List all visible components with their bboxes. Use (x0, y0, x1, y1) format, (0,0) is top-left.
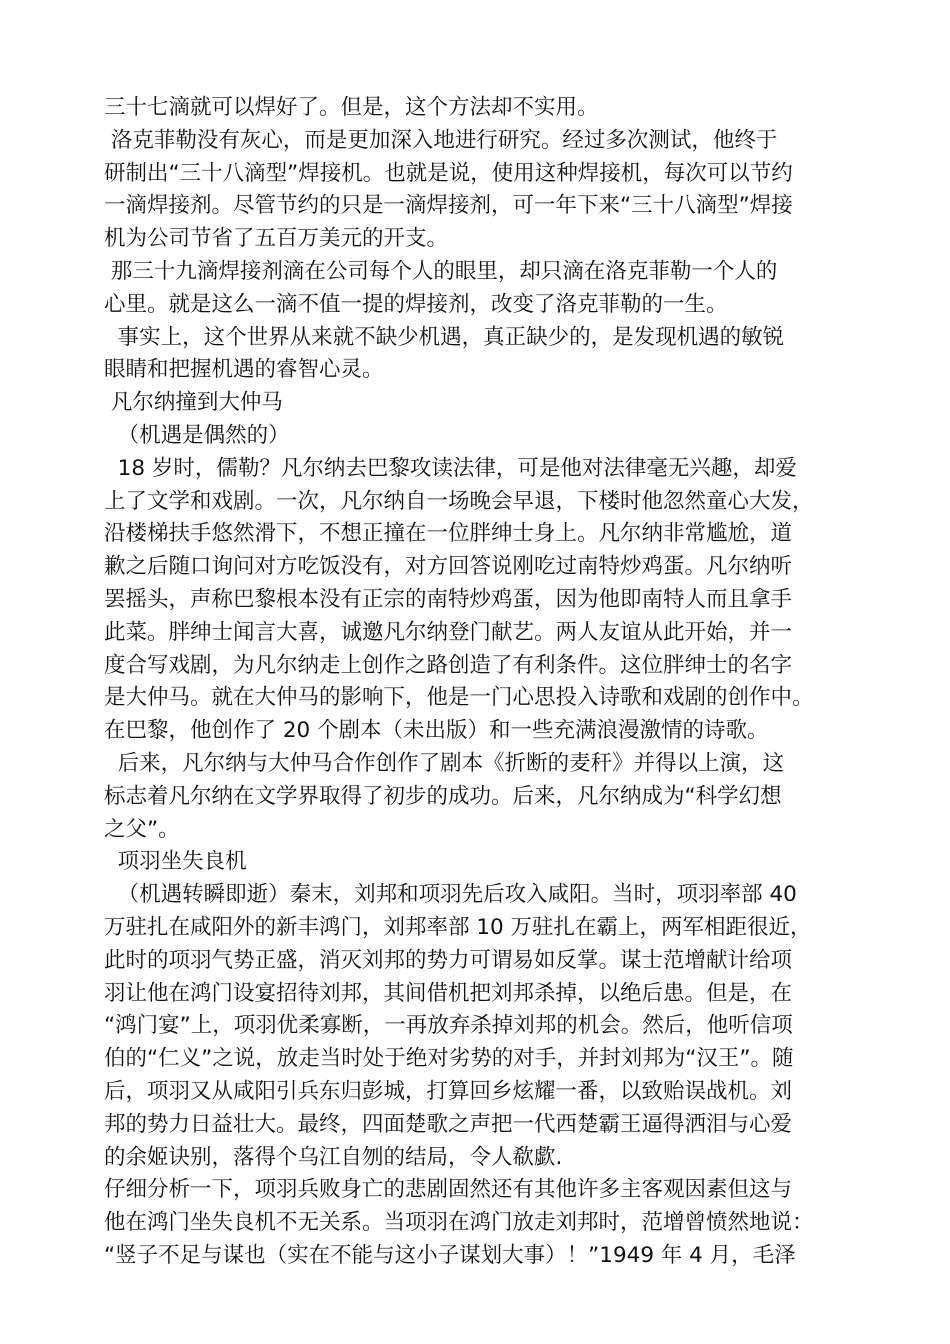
section-subheading: （机遇是偶然的） (104, 422, 290, 448)
text-line: 此时的项羽气势正盛，消灭刘邦的势力可谓易如反掌。谋士范增献计给项 (104, 947, 793, 973)
text-line: 此菜。胖绅士闻言大喜，诚邀凡尔纳登门献艺。两人友谊从此开始，并一 (104, 619, 793, 645)
text-line: 事实上，这个世界从来就不缺少机遇，真正缺少的，是发现机遇的敏锐 (104, 324, 785, 350)
section-heading: 项羽坐失良机 (104, 849, 247, 875)
text-line: 他在鸿门坐失良机不无关系。当项羽在鸿门放走刘邦时，范增曾愤然地说： (104, 1210, 814, 1236)
text-line: 那三十九滴焊接剂滴在公司每个人的眼里，却只滴在洛克菲勒一个人的 (104, 258, 778, 284)
text-line: 仔细分析一下，项羽兵败身亡的悲剧固然还有其他许多主客观因素但这与 (104, 1177, 793, 1203)
text-line: 研制出“三十八滴型”焊接机。也就是说，使用这种焊接机，每次可以节约 (104, 160, 793, 186)
text-line: 羽让他在鸿门设宴招待刘邦，其间借机把刘邦杀掉，以绝后患。但是，在 (104, 980, 793, 1006)
text-line: 度合写戏剧，为凡尔纳走上创作之路创造了有利条件。这位胖绅士的名字 (104, 652, 793, 678)
text-line: （机遇转瞬即逝）秦末，刘邦和项羽先后攻入咸阳。当时，项羽率部 40 (104, 882, 797, 908)
text-line: 的余姬诀别，落得个乌江自刎的结局，令人欷歔. (104, 1144, 563, 1170)
text-line: 三十七滴就可以焊好了。但是，这个方法却不实用。 (104, 95, 599, 120)
text-line: “竖子不足与谋也（实在不能与这小子谋划大事）！”1949 年 4 月，毛泽 (104, 1242, 796, 1268)
text-line: 后来，凡尔纳与大仲马合作创作了剧本《折断的麦秆》并得以上演，这 (104, 750, 785, 776)
text-line: 18 岁时，儒勒？凡尔纳去巴黎攻读法律，可是他对法律毫无兴趣，却爱 (104, 455, 797, 481)
text-line: 后，项羽又从咸阳引兵东归彭城，打算回乡炫耀一番，以致贻误战机。刘 (104, 1078, 793, 1104)
text-line: 上了文学和戏剧。一次，凡尔纳自一场晚会早退，下楼时他忽然童心大发， (104, 488, 814, 514)
text-line: 罢摇头，声称巴黎根本没有正宗的南特炒鸡蛋，因为他即南特人而且拿手 (104, 586, 793, 612)
text-line: 一滴焊接剂。尽管节约的只是一滴焊接剂，可一年下来“三十八滴型”焊接 (104, 193, 793, 219)
text-line: 在巴黎，他创作了 20 个剧本（未出版）和一些充满浪漫激情的诗歌。 (104, 718, 769, 744)
text-line: “鸿门宴”上，项羽优柔寡断，一再放弃杀掉刘邦的机会。然后，他听信项 (104, 1013, 793, 1039)
text-line: 歉之后随口询问对方吃饭没有，对方回答说刚吃过南特炒鸡蛋。凡尔纳听 (104, 554, 793, 580)
text-line: 眼睛和把握机遇的睿智心灵。 (104, 357, 384, 383)
text-line: 之父”。 (104, 816, 180, 842)
text-line: 万驻扎在咸阳外的新丰鸿门，刘邦率部 10 万驻扎在霸上，两军相距很近， (104, 914, 812, 940)
text-line: 机为公司节省了五百万美元的开支。 (104, 226, 449, 252)
body-text (104, 92, 864, 1273)
text-line: 沿楼梯扶手悠然滑下，不想正撞在一位胖绅士身上。凡尔纳非常尴尬，道 (104, 521, 793, 547)
text-line: 伯的“仁义”之说，放走当时处于绝对劣势的对手，并封刘邦为“汉王”。随 (104, 1046, 794, 1072)
text-line: 是大仲马。就在大仲马的影响下，他是一门心思投入诗歌和戏剧的创作中。 (104, 685, 814, 711)
text-line: 心里。就是这么一滴不值一提的焊接剂，改变了洛克菲勒的一生。 (104, 291, 728, 317)
text-line: 标志着凡尔纳在文学界取得了初步的成功。后来，凡尔纳成为“科学幻想 (104, 783, 782, 809)
section-heading: 凡尔纳撞到大仲马 (104, 390, 283, 416)
text-line: 洛克菲勒没有灰心，而是更加深入地进行研究。经过多次测试，他终于 (104, 127, 778, 153)
text-line: 邦的势力日益壮大。最终，四面楚歌之声把一代西楚霸王逼得洒泪与心爱 (104, 1111, 793, 1137)
